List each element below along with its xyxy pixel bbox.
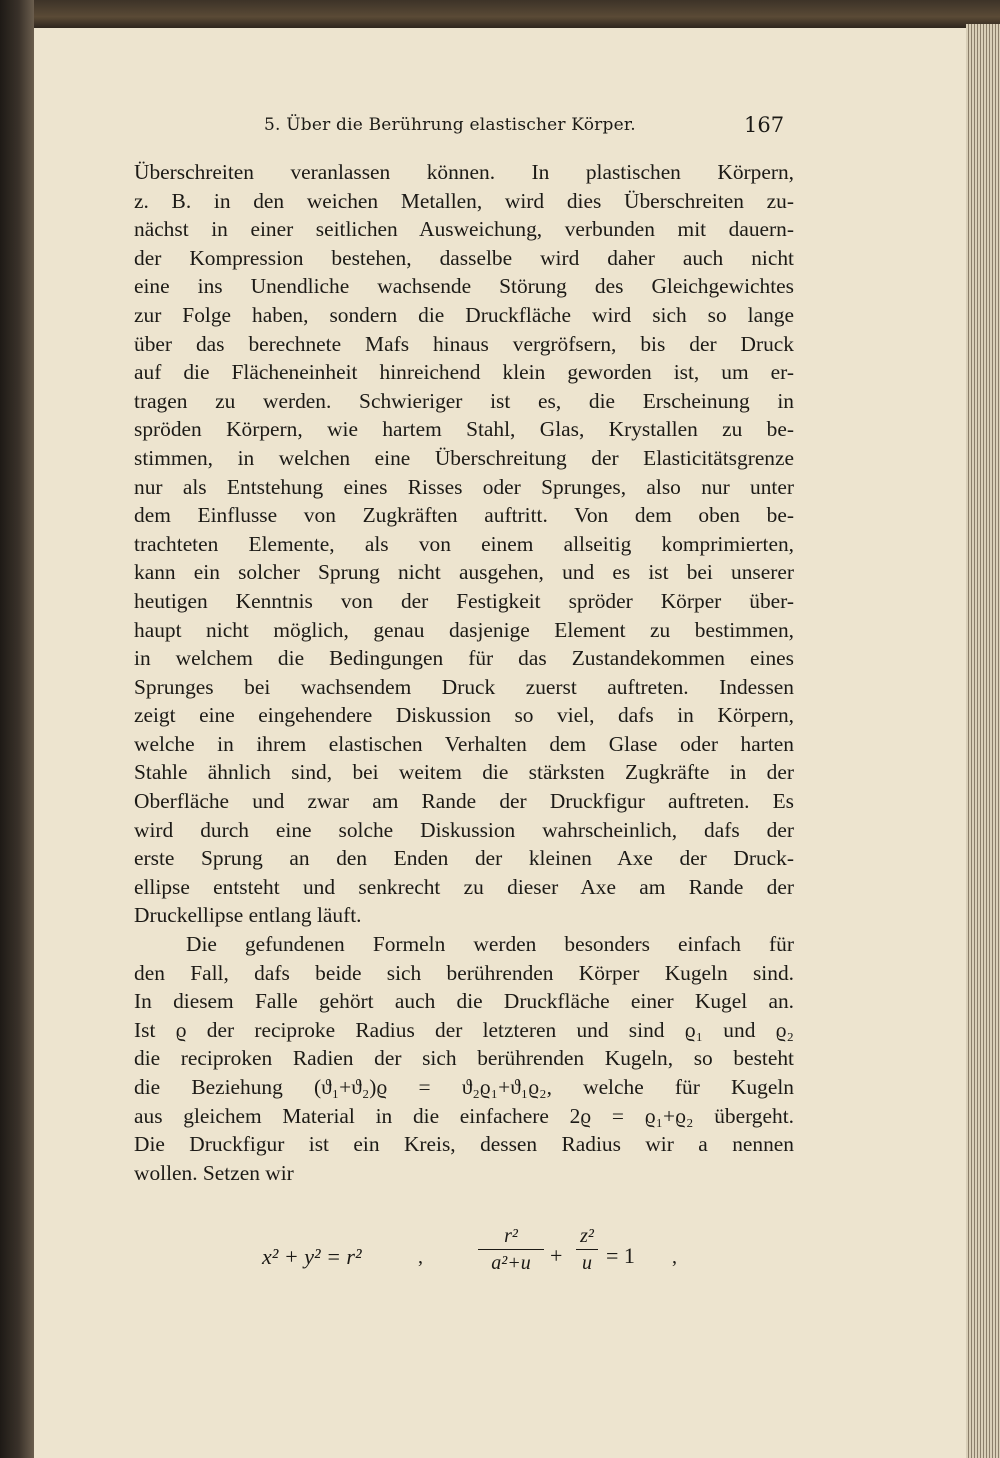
text-line: wird durch eine solche Diskussion wahrscheinlich, dafs der <box>134 817 794 842</box>
formula-separator: , <box>672 1246 677 1268</box>
text-line: erste Sprung an den Enden der kleinen Axe der Druck- <box>134 846 794 871</box>
section-title: 5. Über die Berührung elastischer Körper. <box>264 115 636 135</box>
fraction-numerator: r² <box>504 1225 518 1247</box>
text-line: über das berechnete Mafs hinaus vergröfsern, bis der Druck <box>134 331 794 356</box>
text-line: z. B. in den weichen Metallen, wird dies Überschreiten zu- <box>134 188 794 213</box>
fraction-denominator: u <box>582 1252 592 1274</box>
text-line: auf die Flächeneinheit hinreichend klein geworden ist, um er- <box>134 360 794 385</box>
text-line: der Kompression bestehen, dasselbe wird daher auch nicht <box>134 245 794 270</box>
text-line: spröden Körpern, wie hartem Stahl, Glas, Krystallen zu be- <box>134 417 794 442</box>
text-line: nächst in einer seitlichen Ausweichung, verbunden mit dauern- <box>134 217 794 242</box>
body-text <box>134 158 794 1187</box>
fraction-bar <box>478 1249 544 1250</box>
paragraph-start-line: Die gefundenen Formeln werden besonders einfach für <box>186 932 794 957</box>
text-line: ellipse entsteht und senkrecht zu dieser Axe am Rande der <box>134 874 794 899</box>
text-line: Überschreiten veranlassen können. In plastischen Körpern, <box>134 160 794 184</box>
formula-separator: , <box>418 1246 423 1268</box>
text-line: In diesem Falle gehört auch die Druckfläche einer Kugel an. <box>134 989 794 1014</box>
fraction-bar <box>576 1249 598 1250</box>
fraction-denominator: a²+u <box>491 1252 531 1274</box>
text-line: Stahle ähnlich sind, bei weitem die stärksten Zugkräfte in der <box>134 760 794 785</box>
text-line: die Beziehung (ϑ₁+ϑ₂)ϱ = ϑ₂ϱ₁+ϑ₁ϱ₂, welche für Kugeln <box>134 1075 794 1099</box>
text-line: dem Einflusse von Zugkräften auftritt. Von dem oben be- <box>134 503 794 528</box>
formula-fraction-2 <box>576 1224 598 1275</box>
text-line: zeigt eine eingehendere Diskussion so viel, dafs in Körpern, <box>134 703 794 728</box>
text-line: Druckellipse entlang läuft. <box>134 903 362 928</box>
text-line: tragen zu werden. Schwieriger ist es, die Erscheinung in <box>134 388 794 413</box>
fraction-numerator: z² <box>580 1225 594 1247</box>
text-line: nur als Entstehung eines Risses oder Sprunges, also nur unter <box>134 474 794 499</box>
text-line: Sprunges bei wachsendem Druck zuerst auftreten. Indessen <box>134 674 794 699</box>
text-line: kann ein solcher Sprung nicht ausgehen, und es ist bei unserer <box>134 560 794 585</box>
book-top-edge <box>0 0 1000 28</box>
text-line: welche in ihrem elastischen Verhalten dem Glase oder harten <box>134 731 794 756</box>
text-line: Oberfläche und zwar am Rande der Druckfigur auftreten. Es <box>134 789 794 814</box>
text-line: haupt nicht möglich, genau dasjenige Element zu bestimmen, <box>134 617 794 642</box>
text-line: stimmen, in welchen eine Überschreitung der Elasticitätsgrenze <box>134 445 794 470</box>
text-line: aus gleichem Material in die einfachere 2ϱ = ϱ₁+ϱ₂ übergeht. <box>134 1103 794 1128</box>
text-line: eine ins Unendliche wachsende Störung des Gleichgewichtes <box>134 274 794 299</box>
text-line: den Fall, dafs beide sich berührenden Körper Kugeln sind. <box>134 960 794 985</box>
text-line: heutigen Kenntnis von der Festigkeit spröder Körper über- <box>134 588 794 613</box>
running-header <box>0 113 1000 143</box>
formula-plus: + <box>550 1243 563 1268</box>
formula-fraction-1 <box>478 1224 544 1275</box>
text-line: trachteten Elemente, als von einem allseitig komprimierten, <box>134 531 794 556</box>
page-number: 167 <box>744 113 785 137</box>
text-line: Ist ϱ der reciproke Radius der letzteren und sind ϱ₁ und ϱ₂ <box>134 1017 794 1042</box>
text-line: Die Druckfigur ist ein Kreis, dessen Radius wir a nennen <box>134 1132 794 1157</box>
text-line: in welchem die Bedingungen für das Zustandekommen eines <box>134 646 794 671</box>
text-line: die reciproken Radien der sich berührenden Kugeln, so besteht <box>134 1046 794 1071</box>
display-formula <box>0 1224 1000 1294</box>
text-line: zur Folge haben, sondern die Druckfläche wird sich so lange <box>134 302 794 327</box>
text-line: wollen. Setzen wir <box>134 1160 294 1185</box>
formula-circle: x² + y² = r² <box>262 1244 362 1269</box>
formula-equals-one: = 1 <box>606 1243 635 1268</box>
